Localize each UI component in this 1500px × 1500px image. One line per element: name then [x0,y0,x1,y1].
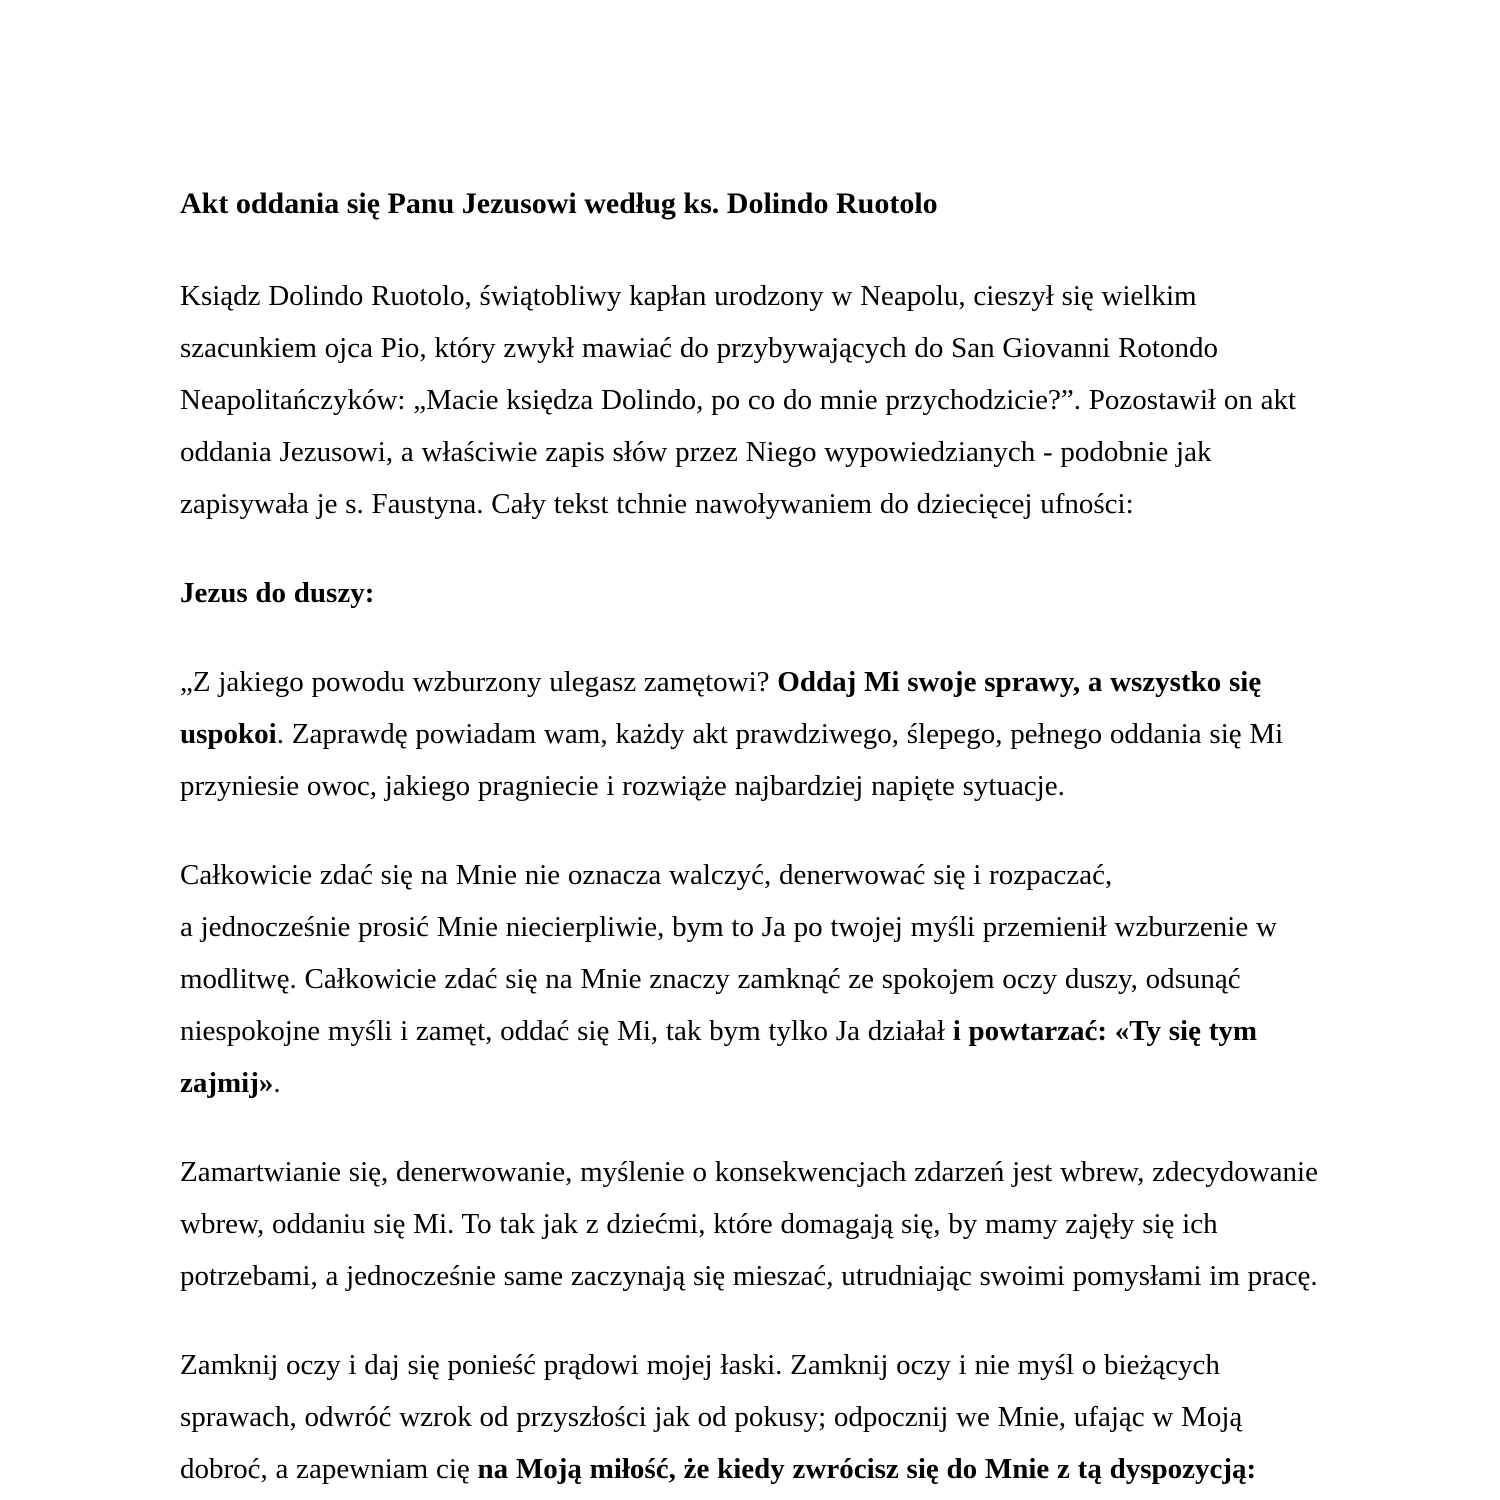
bold-text-segment: na Moją miłość, że kiedy zwrócisz się do Mnie z tą dyspozycją: [477,1453,1257,1485]
bold-text-segment: Jezus do duszy: [180,577,375,609]
paragraph-zamknij-oczy [180,1339,1328,1495]
text-segment: Zamknij oczy i daj się ponieść prądowi mojej łaski. Zamknij oczy i nie myśl o bieżących sprawach, odwróć wzrok od przyszłości jak od pokusy; odpocznij we Mnie, ufając w Moją dobroć, a zapewniam cię [180,1349,1243,1485]
heading-jezus-do-duszy [180,567,1328,619]
document-content [180,178,1328,1500]
bold-text-segment: i powtarzać: «Ty się tym zajmij» [180,1015,1258,1099]
text-segment: „Z jakiego powodu wzburzony ulegasz zamętowi? [180,666,778,698]
document-title: Akt oddania się Panu Jezusowi według ks. Dolindo Ruotolo [180,187,938,220]
bold-text-segment: Oddaj Mi swoje sprawy, a wszystko się uspokoi [180,666,1262,750]
text-segment: Całkowicie zdać się na Mnie nie oznacza walczyć, denerwować się i rozpaczać, [180,859,1113,891]
text-segment: a jednocześnie prosić Mnie niecierpliwie, bym to Ja po twojej myśli przemienił wzburzenie w modlitwę. Całkowicie zdać się na Mnie znaczy zamknąć ze spokojem oczy duszy, odsunąć niespokojne myśli i zamęt, oddać się Mi, tak bym tylko Ja działał [180,911,1277,1047]
text-segment: Zamartwianie się, denerwowanie, myślenie o konsekwencjach zdarzeń jest wbrew, zdecydowanie wbrew, oddaniu się Mi. To tak jak z dziećmi, które domagają się, by mamy zajęły się ich potrzebami, a jednocześnie same zaczynają się mieszać, utrudniając swoimi pomysłami im pracę. [180,1156,1318,1292]
paragraph-oddaj-mi [180,656,1328,812]
text-segment: . Zaprawdę powiadam wam, każdy akt prawdziwego, ślepego, pełnego oddania się Mi przyniesie owoc, jakiego pragniecie i rozwiąże najbardziej napięte sytuacje. [180,718,1284,802]
paragraph-calkowicie-zdac [180,849,1328,1109]
text-segment: . [273,1067,281,1099]
paragraph-intro [180,270,1328,530]
paragraph-zamartwianie [180,1146,1328,1302]
text-segment: Ksiądz Dolindo Ruotolo, świątobliwy kapłan urodzony w Neapolu, cieszył się wielkim szacunkiem ojca Pio, który zwykł mawiać do przybywających do San Giovanni Rotondo Neapolitańczyków: „Macie księdza Dolindo, po co do mnie przychodzicie?”. Pozostawił on akt oddania Jezusowi, a właściwie zapis słów przez Niego wypowiedzianych - podobnie jak zapisywała je s. Faustyna. Cały tekst tchnie nawoływaniem do dziecięcej ufności: [180,280,1296,520]
document-body [180,270,1328,1495]
